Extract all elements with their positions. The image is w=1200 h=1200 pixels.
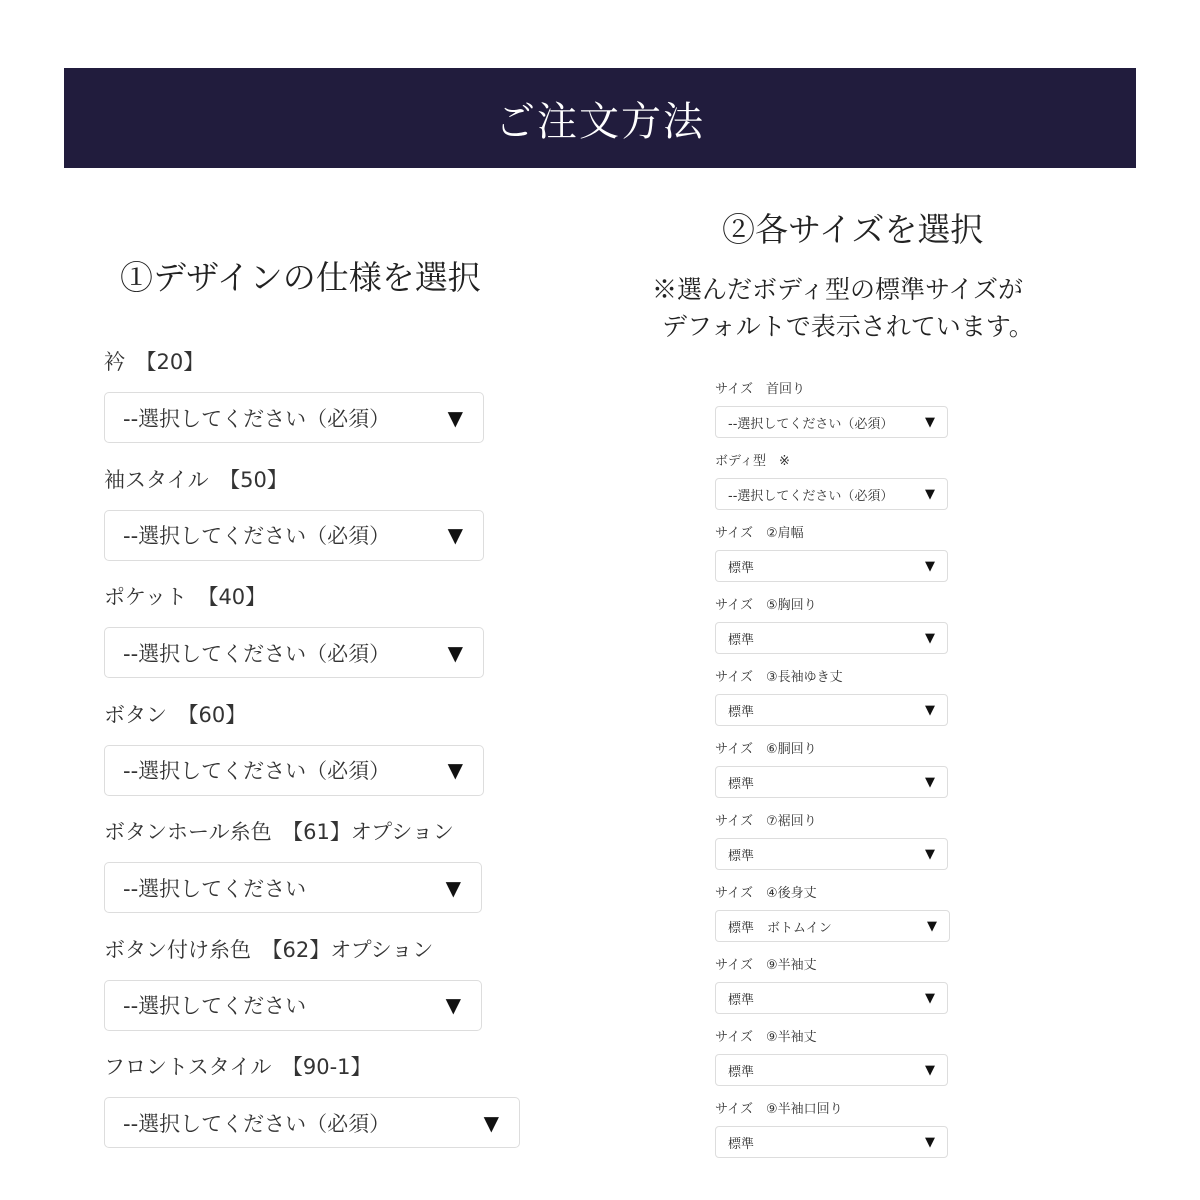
size-select[interactable] [715,694,948,726]
chevron-down-icon: ▼ [925,990,935,1006]
design-field-label: 袖スタイル 【50】 [104,467,288,492]
select-value: --選択してください（必須） [728,488,894,504]
chevron-down-icon: ▼ [925,486,935,502]
size-field-label: サイズ ②肩幅 [715,526,804,541]
size-field-label: サイズ ③長袖ゆき丈 [715,670,843,685]
design-select[interactable] [104,627,484,678]
chevron-down-icon: ▼ [483,1110,499,1135]
design-field-label: ボタン 【60】 [104,702,247,727]
chevron-down-icon: ▼ [925,630,935,646]
size-select[interactable] [715,982,948,1014]
design-select[interactable] [104,862,482,913]
chevron-down-icon: ▼ [447,640,463,665]
select-value: 標準 [728,848,755,864]
size-select[interactable] [715,622,948,654]
size-field-label: サイズ ⑦裾回り [715,814,817,829]
chevron-down-icon: ▼ [925,1134,935,1150]
select-value: --選択してください（必須） [728,416,894,432]
size-select[interactable] [715,478,948,510]
design-field-label: 衿 【20】 [104,350,205,374]
size-select[interactable] [715,406,948,438]
select-value: --選択してください（必須） [123,641,391,666]
size-select[interactable] [715,838,948,870]
size-field-label: サイズ ⑤胸回り [715,598,817,613]
size-field-label: サイズ ⑥胴回り [715,742,817,757]
select-value: 標準 [728,1136,755,1152]
select-value: 標準 [728,632,755,648]
size-select[interactable] [715,766,948,798]
design-select[interactable] [104,392,484,443]
size-select[interactable] [715,1054,948,1086]
select-value: --選択してください [123,994,307,1018]
size-field-label: サイズ ④後身丈 [715,886,817,901]
design-field-label: ポケット 【40】 [104,585,267,609]
design-section-heading: ①デザインの仕様を選択 [120,258,481,297]
select-value: 標準 [728,992,755,1008]
chevron-down-icon: ▼ [925,774,935,790]
design-select[interactable] [104,980,482,1031]
design-select[interactable] [104,745,484,796]
select-value: 標準 ボトムイン [728,920,832,936]
design-field-label: フロントスタイル 【90-1】 [104,1055,372,1079]
select-value: --選択してください（必須） [123,759,391,783]
size-select[interactable] [715,550,948,582]
design-select[interactable] [104,510,484,561]
chevron-down-icon: ▼ [925,846,935,862]
chevron-down-icon: ▼ [925,1062,935,1078]
size-section-heading: ②各サイズを選択 [722,210,984,249]
design-select[interactable] [104,1097,520,1148]
chevron-down-icon: ▼ [445,875,461,900]
chevron-down-icon: ▼ [925,558,935,574]
size-field-label: サイズ ⑨半袖口回り [715,1102,843,1117]
select-value: --選択してください（必須） [123,1111,391,1136]
chevron-down-icon: ▼ [447,405,463,430]
select-value: 標準 [728,704,755,720]
page-title: ご注文方法 [495,98,705,145]
select-value: --選択してください（必須） [123,524,391,548]
select-value: 標準 [728,1064,755,1080]
size-field-label: サイズ ⑨半袖丈 [715,958,817,973]
select-value: --選択してください（必須） [123,406,391,431]
select-value: 標準 [728,776,755,792]
size-field-label: ボディ型 ※ [715,454,790,469]
title-banner [64,68,1136,168]
chevron-down-icon: ▼ [447,523,463,547]
design-field-label: ボタン付け糸色 【62】オプション [104,937,434,962]
size-note-line2: デフォルトで表示されています。 [662,312,1034,341]
chevron-down-icon: ▼ [447,758,463,782]
chevron-down-icon: ▼ [925,702,935,718]
size-field-label: サイズ ⑨半袖丈 [715,1030,817,1045]
design-field-label: ボタンホール糸色 【61】オプション [104,820,454,844]
chevron-down-icon: ▼ [445,993,461,1017]
size-select[interactable] [715,1126,948,1158]
select-value: 標準 [728,560,755,576]
size-select[interactable] [715,910,950,942]
select-value: --選択してください [123,876,307,901]
size-note-line1: ※選んだボディ型の標準サイズが [652,275,1024,304]
chevron-down-icon: ▼ [927,918,937,934]
chevron-down-icon: ▼ [925,414,935,430]
size-field-label: サイズ 首回り [715,382,805,397]
